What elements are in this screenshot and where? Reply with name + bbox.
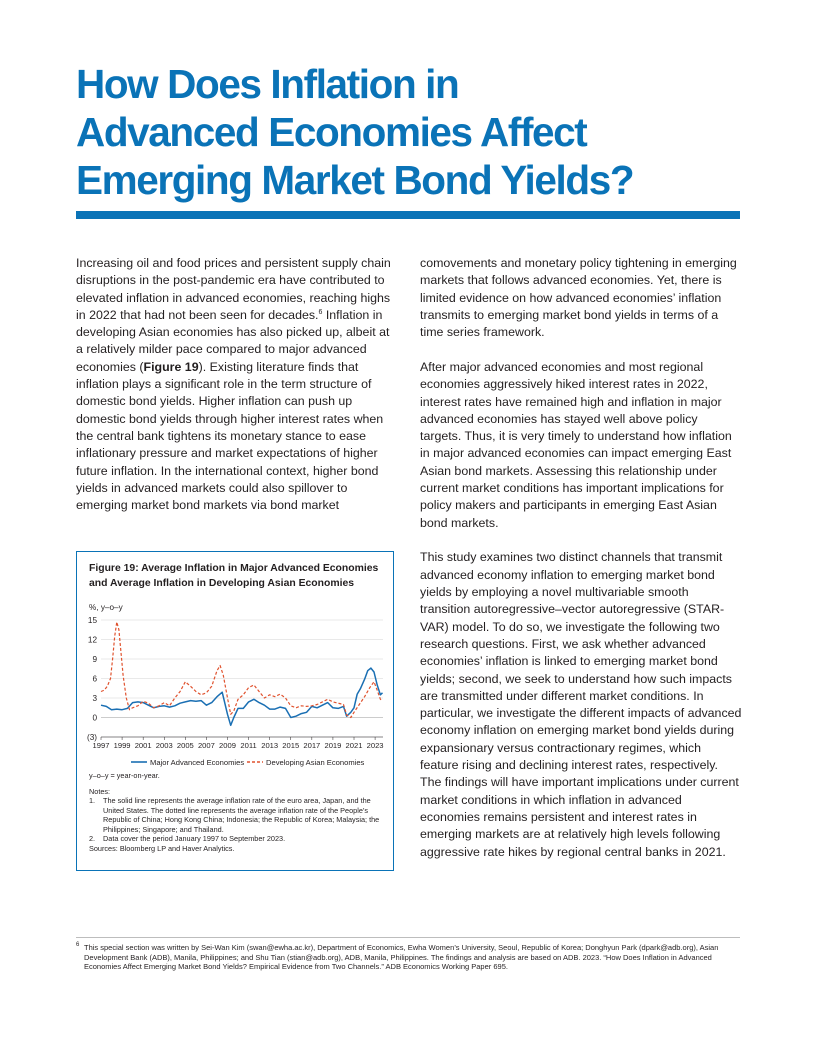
y-tick-label: 12 [87, 635, 97, 645]
data-point-developing-asia [264, 697, 265, 698]
footnote-number: 6 [76, 942, 80, 948]
data-point-developing-asia [382, 700, 383, 701]
x-tick-label: 2013 [261, 741, 279, 750]
data-point-advanced [127, 708, 128, 709]
data-point-developing-asia [346, 714, 347, 715]
data-point-developing-asia [311, 705, 312, 706]
data-point-advanced [222, 692, 223, 693]
x-tick-label: 2023 [366, 741, 384, 750]
data-point-developing-asia [100, 691, 101, 692]
paragraph-intro [76, 255, 394, 514]
paragraph-study: This study examines two distinct channels that transmit advanced economy inflation to emerging market bond yields by employing a novel multivariable smooth transition autoregressive–vector autoregressive (STAR-VAR) model. To do so, we investigate the following two research questions. First, we ask whether advanced economies’ inflation is linked to emerging market bond yields; second, we seek to understand how such impacts are transmitted under different market conditions. In particular, we investigate the different impacts of advanced economy inflation on emerging market bond yields during expansionary versus contractionary regimes, which feature rising and declining interest rates, respectively. The findings will have important implications under current market conditions in which inflation in advanced economies remains persistent and interest rates in emerging markets are at relatively high levels following aggressive rate hikes by regional central banks in 2021. [420, 550, 742, 859]
data-point-developing-asia [129, 709, 130, 710]
data-point-advanced [317, 707, 318, 708]
x-tick-label: 2001 [134, 741, 152, 750]
data-point-developing-asia [359, 704, 360, 705]
note-item [89, 834, 387, 844]
y-tick-label: 9 [92, 655, 97, 664]
footnote-rule [76, 937, 740, 938]
legend-label-developing-asia: Developing Asian Economies [266, 758, 365, 767]
data-point-advanced [353, 707, 354, 708]
data-point-developing-asia [126, 697, 127, 698]
data-point-advanced [122, 709, 123, 710]
data-point-developing-asia [132, 707, 133, 708]
data-point-advanced [233, 717, 234, 718]
data-point-developing-asia [243, 694, 244, 695]
data-point-developing-asia [237, 699, 238, 700]
data-point-advanced [237, 708, 238, 709]
data-point-advanced [370, 668, 371, 669]
data-point-developing-asia [169, 705, 170, 706]
y-tick-label: 0 [92, 713, 97, 723]
data-point-developing-asia [116, 621, 117, 622]
data-point-advanced [295, 716, 296, 717]
data-point-developing-asia [114, 636, 115, 637]
data-point-advanced [201, 700, 202, 701]
data-point-advanced [169, 707, 170, 708]
data-point-developing-asia [253, 684, 254, 685]
data-point-developing-asia [290, 705, 291, 706]
data-point-advanced [301, 713, 302, 714]
title-line-2: Advanced Economies Affect [76, 109, 587, 155]
data-point-developing-asia [112, 658, 113, 659]
data-point-advanced [180, 703, 181, 704]
data-point-developing-asia [107, 686, 108, 687]
x-tick-label: 1997 [92, 741, 110, 750]
data-point-developing-asia [104, 690, 105, 691]
data-point-developing-asia [364, 696, 365, 697]
figure-title: Figure 19: Average Inflation in Major Advanced Economies and Average Inflation in Developing Asian Economies [89, 563, 379, 589]
data-point-developing-asia [190, 686, 191, 687]
data-point-advanced [332, 707, 333, 708]
data-point-developing-asia [353, 712, 354, 713]
data-point-developing-asia [248, 687, 249, 688]
data-point-advanced [360, 688, 361, 689]
data-point-developing-asia [216, 670, 217, 671]
data-point-advanced [274, 709, 275, 710]
x-tick-label: 2003 [155, 741, 173, 750]
chart-series [100, 621, 383, 726]
chart-legend [131, 758, 365, 767]
data-point-advanced [132, 702, 133, 703]
data-point-advanced [206, 705, 207, 706]
data-point-developing-asia [285, 697, 286, 698]
data-point-advanced [322, 705, 323, 706]
data-point-advanced [137, 701, 138, 702]
paragraph-timeliness: After major advanced economies and most regional economies aggressively hiked interest rates in 2022, interest rates have remained high and inflation in major advanced economies has stayed well above policy targets. Thus, it is very timely to understand how inflation in major advanced economies can impact emerging East Asian bond markets. Assessing this relationship under current market conditions has important implications for policy makers and participants in emerging East Asian bond markets. [420, 359, 732, 530]
data-point-advanced [100, 705, 101, 706]
data-point-developing-asia [373, 681, 374, 682]
chart-gridlines [101, 620, 383, 737]
data-point-developing-asia [380, 699, 381, 700]
data-point-developing-asia [233, 710, 234, 711]
data-point-advanced [377, 684, 378, 685]
footnote-text: This special section was written by Sei-Wan Kim (swan@ewha.ac.kr), Department of Economics, Ewha Women’s University, Seoul, Republic of Korea; Donghyun Park (dpark@adb.org), Asian Development Bank (ADB), Manila, Philippines; and Shu Tian (stian@adb.org), ADB, Manila, Philippines. The findings and analysis are based on ADB. 2023. “How Does Inflation in Advanced Economies Affect Emerging Market Bond Yields? Empirical Evidence from Two Channels.” ADB Economics Working Paper 695. [84, 943, 719, 972]
data-point-developing-asia [332, 701, 333, 702]
data-point-advanced [164, 705, 165, 706]
data-point-advanced [216, 696, 217, 697]
data-point-developing-asia [118, 629, 119, 630]
body-column-right [420, 255, 742, 861]
x-tick-label: 2021 [345, 741, 363, 750]
y-tick-label: 6 [92, 674, 97, 684]
data-point-developing-asia [317, 704, 318, 705]
page-title [76, 60, 756, 204]
data-point-advanced [367, 670, 368, 671]
data-point-developing-asia [350, 717, 351, 718]
data-point-advanced [116, 709, 117, 710]
figure-abbreviation: y–o–y = year-on-year. [89, 771, 160, 780]
data-point-developing-asia [153, 707, 154, 708]
data-point-advanced [380, 694, 381, 695]
data-point-developing-asia [301, 705, 302, 706]
data-point-advanced [264, 705, 265, 706]
data-point-advanced [327, 702, 328, 703]
y-axis-label: %, y–o–y [89, 603, 123, 612]
data-point-developing-asia [327, 699, 328, 700]
x-axis-ticks [93, 737, 384, 750]
data-point-developing-asia [338, 703, 339, 704]
data-point-advanced [269, 709, 270, 710]
x-tick-label: 2011 [240, 741, 257, 750]
figure-sources: Sources: Bloomberg LP and Haver Analytics. [89, 843, 235, 853]
x-tick-label: 2009 [219, 741, 236, 750]
data-point-advanced [185, 701, 186, 702]
data-point-advanced [259, 702, 260, 703]
data-point-developing-asia [180, 691, 181, 692]
x-tick-label: 1999 [113, 741, 131, 750]
note-item [89, 796, 387, 834]
data-point-developing-asia [201, 694, 202, 695]
data-point-developing-asia [185, 681, 186, 682]
data-point-advanced [243, 708, 244, 709]
data-point-developing-asia [295, 707, 296, 708]
data-point-advanced [106, 706, 107, 707]
x-tick-label: 2007 [197, 741, 215, 750]
note-number: 1. [89, 796, 96, 805]
y-axis-ticks [87, 616, 97, 742]
data-point-developing-asia [274, 696, 275, 697]
data-point-developing-asia [227, 697, 228, 698]
data-point-advanced [230, 725, 231, 726]
data-point-developing-asia [120, 652, 121, 653]
data-point-developing-asia [174, 697, 175, 698]
y-tick-label: (3) [86, 733, 97, 742]
data-point-developing-asia [137, 705, 138, 706]
data-point-advanced [290, 717, 291, 718]
data-point-developing-asia [269, 694, 270, 695]
data-point-developing-asia [211, 686, 212, 687]
notes-list [89, 796, 387, 844]
data-point-developing-asia [148, 703, 149, 704]
data-point-advanced [357, 694, 358, 695]
data-point-developing-asia [123, 675, 124, 676]
data-point-advanced [195, 701, 196, 702]
data-point-developing-asia [206, 692, 207, 693]
footnote-reference[interactable]: 6 [318, 308, 323, 316]
data-point-advanced [285, 708, 286, 709]
figure-19-box [76, 551, 394, 871]
data-point-advanced [350, 712, 351, 713]
paragraph-continued: comovements and monetary policy tightening in emerging markets that follows advanced economies. Yet, there is limited evidence on how advanced economies’ inflation transmits to emerging market bond yields in terms of a time series framework. [420, 256, 737, 340]
note-text: Data cover the period January 1997 to September 2023. [103, 834, 286, 843]
data-point-advanced [364, 679, 365, 680]
data-point-developing-asia [223, 675, 224, 676]
data-point-developing-asia [259, 691, 260, 692]
data-point-advanced [280, 707, 281, 708]
data-point-advanced [174, 705, 175, 706]
data-point-advanced [382, 692, 383, 693]
x-tick-label: 2015 [282, 741, 300, 750]
data-point-advanced [248, 701, 249, 702]
title-rule [76, 211, 740, 219]
data-point-developing-asia [306, 706, 307, 707]
data-point-advanced [211, 702, 212, 703]
data-point-developing-asia [230, 714, 231, 715]
paragraph-intro-part1: Increasing oil and food prices and persistent supply chain disruptions in the post-pandemic era have contributed to elevated inflation in advanced economies, reaching highs in 2022 that had not been seen for decades. [76, 256, 391, 322]
inflation-line-chart [77, 552, 393, 767]
data-point-developing-asia [158, 705, 159, 706]
legend-label-advanced: Major Advanced Economies [150, 758, 245, 767]
x-tick-label: 2005 [176, 741, 194, 750]
data-point-developing-asia [377, 690, 378, 691]
paragraph-intro-part3: ). Existing literature finds that inflation plays a significant role in the term structure of domestic bond yields. Higher inflation can push up domestic bond yields through higher interest rates when the central bank tightens its monetary stance to ease inflationary pressure and market expectations of higher future inflation. In the international context, higher bond yields in advanced markets could also spillover to emerging market bond markets via bond market [76, 359, 384, 513]
y-tick-label: 15 [87, 616, 97, 625]
figure-reference-link[interactable]: Figure 19 [143, 359, 199, 374]
notes-label: Notes: [89, 786, 111, 796]
data-point-developing-asia [322, 701, 323, 702]
title-line-3: Emerging Market Bond Yields? [76, 157, 634, 203]
paragraph-intro-part2: Inflation in developing Asian economies has also picked up, albeit at a relatively milder pace compared to major advanced economies ( [76, 307, 390, 374]
data-point-advanced [373, 671, 374, 672]
x-tick-label: 2017 [303, 741, 321, 750]
data-point-developing-asia [143, 701, 144, 702]
body-column-left [76, 255, 394, 514]
data-point-developing-asia [280, 694, 281, 695]
figure-notes [89, 771, 387, 853]
data-point-developing-asia [110, 678, 111, 679]
data-point-developing-asia [343, 704, 344, 705]
x-tick-label: 2019 [324, 741, 342, 750]
note-number: 2. [89, 834, 96, 843]
data-point-advanced [306, 712, 307, 713]
y-tick-label: 3 [92, 694, 97, 703]
data-point-advanced [190, 700, 191, 701]
data-point-developing-asia [195, 691, 196, 692]
data-point-advanced [338, 708, 339, 709]
data-point-developing-asia [164, 702, 165, 703]
data-point-advanced [111, 709, 112, 710]
data-point-advanced [253, 699, 254, 700]
note-text: The solid line represents the average inflation rate of the euro area, Japan, and the United States. The dotted line represents the average inflation rate of the People’s Republic of China; Hong Kong China; Indonesia; the Republic of Korea; Malaysia; the Philippines; Singapore; and Thailand. [103, 796, 380, 834]
footnote [76, 943, 742, 972]
data-point-developing-asia [369, 687, 370, 688]
data-point-advanced [227, 714, 228, 715]
data-point-developing-asia [220, 665, 221, 666]
data-point-advanced [148, 705, 149, 706]
title-line-1: How Does Inflation in [76, 61, 459, 107]
